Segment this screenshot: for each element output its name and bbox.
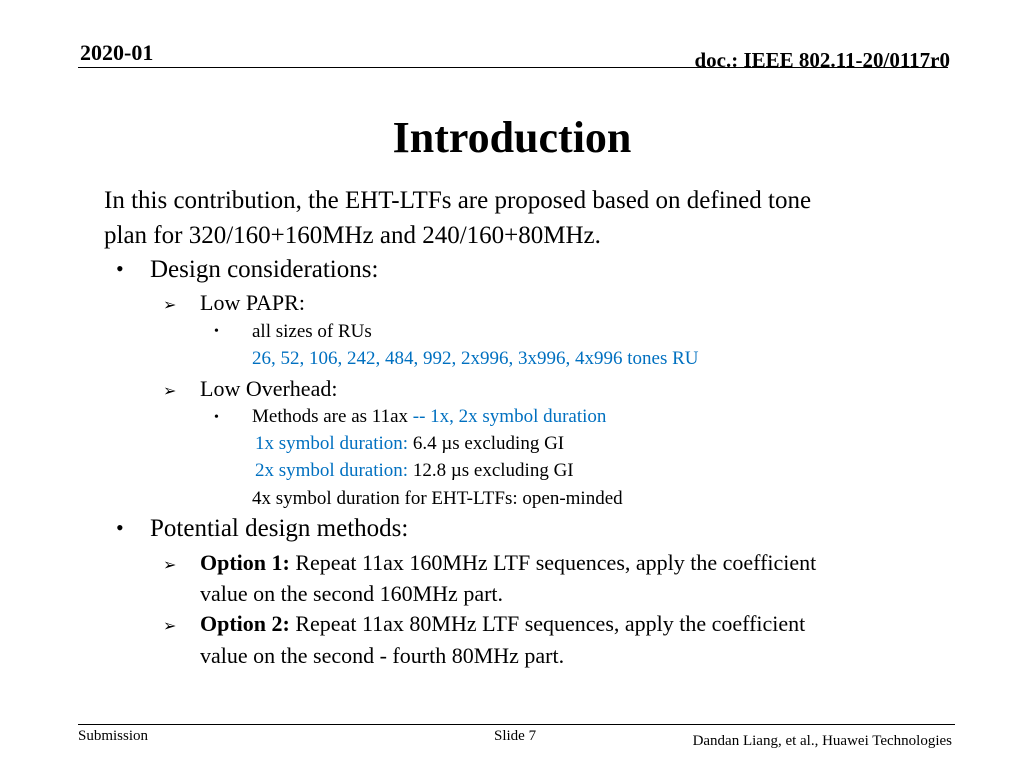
bullet-dot-icon: • xyxy=(214,324,219,339)
symbol-4x-line: 4x symbol duration for EHT-LTFs: open-minded xyxy=(252,488,623,509)
methods-line xyxy=(252,406,606,428)
header-divider xyxy=(78,67,948,68)
option-1-text: Repeat 11ax 160MHz LTF sequences, apply the coefficient xyxy=(289,550,817,575)
symbol-2x-line xyxy=(255,460,574,482)
option-1-line-1 xyxy=(200,550,816,576)
footer-divider xyxy=(78,724,955,725)
slide-title: Introduction xyxy=(392,113,632,162)
ru-sizes-item: all sizes of RUs xyxy=(252,321,372,342)
intro-line-1: In this contribution, the EHT-LTFs are proposed based on defined tone xyxy=(104,187,812,214)
footer-slide-number: Slide 7 xyxy=(494,728,537,744)
header-date: 2020-01 xyxy=(80,40,154,65)
option-2-line-2: value on the second - fourth 80MHz part. xyxy=(200,643,565,668)
intro-line-2: plan for 320/160+160MHz and 240/160+80MHz. xyxy=(104,222,601,249)
design-considerations-heading: Design considerations: xyxy=(150,256,379,283)
option-2-text: Repeat 11ax 80MHz LTF sequences, apply the coefficient xyxy=(289,611,806,636)
symbol-2x-label: 2x symbol duration: xyxy=(255,460,409,481)
option-2-line-1 xyxy=(200,611,805,637)
design-methods-heading: Potential design methods: xyxy=(150,515,409,542)
bullet-dot-icon: • xyxy=(214,410,219,425)
methods-suffix: -- 1x, 2x symbol duration xyxy=(412,406,607,427)
option-1-title: Option 1: xyxy=(200,550,290,575)
symbol-1x-value: 6.4 µs excluding GI xyxy=(408,433,565,454)
symbol-1x-line xyxy=(255,433,564,455)
arrow-bullet-icon: ➢ xyxy=(163,618,177,635)
symbol-2x-value: 12.8 µs excluding GI xyxy=(408,460,574,481)
symbol-1x-label: 1x symbol duration: xyxy=(255,433,409,454)
low-papr-heading: Low PAPR: xyxy=(200,290,305,315)
low-overhead-heading: Low Overhead: xyxy=(200,376,338,401)
bullet-dot-icon: • xyxy=(116,256,124,281)
ru-sizes-list: 26, 52, 106, 242, 484, 992, 2x996, 3x996, 4x996 tones RU xyxy=(252,348,699,369)
option-1-line-2: value on the second 160MHz part. xyxy=(200,581,504,606)
footer-submission: Submission xyxy=(78,728,149,744)
arrow-bullet-icon: ➢ xyxy=(163,297,177,314)
bullet-dot-icon: • xyxy=(116,515,124,540)
footer-author: Dandan Liang, et al., Huawei Technologies xyxy=(692,733,952,749)
arrow-bullet-icon: ➢ xyxy=(163,383,177,400)
option-2-title: Option 2: xyxy=(200,611,290,636)
arrow-bullet-icon: ➢ xyxy=(163,557,177,574)
methods-prefix: Methods are as 11ax xyxy=(252,406,413,427)
header-doc-id: doc.: IEEE 802.11-20/0117r0 xyxy=(694,48,950,72)
